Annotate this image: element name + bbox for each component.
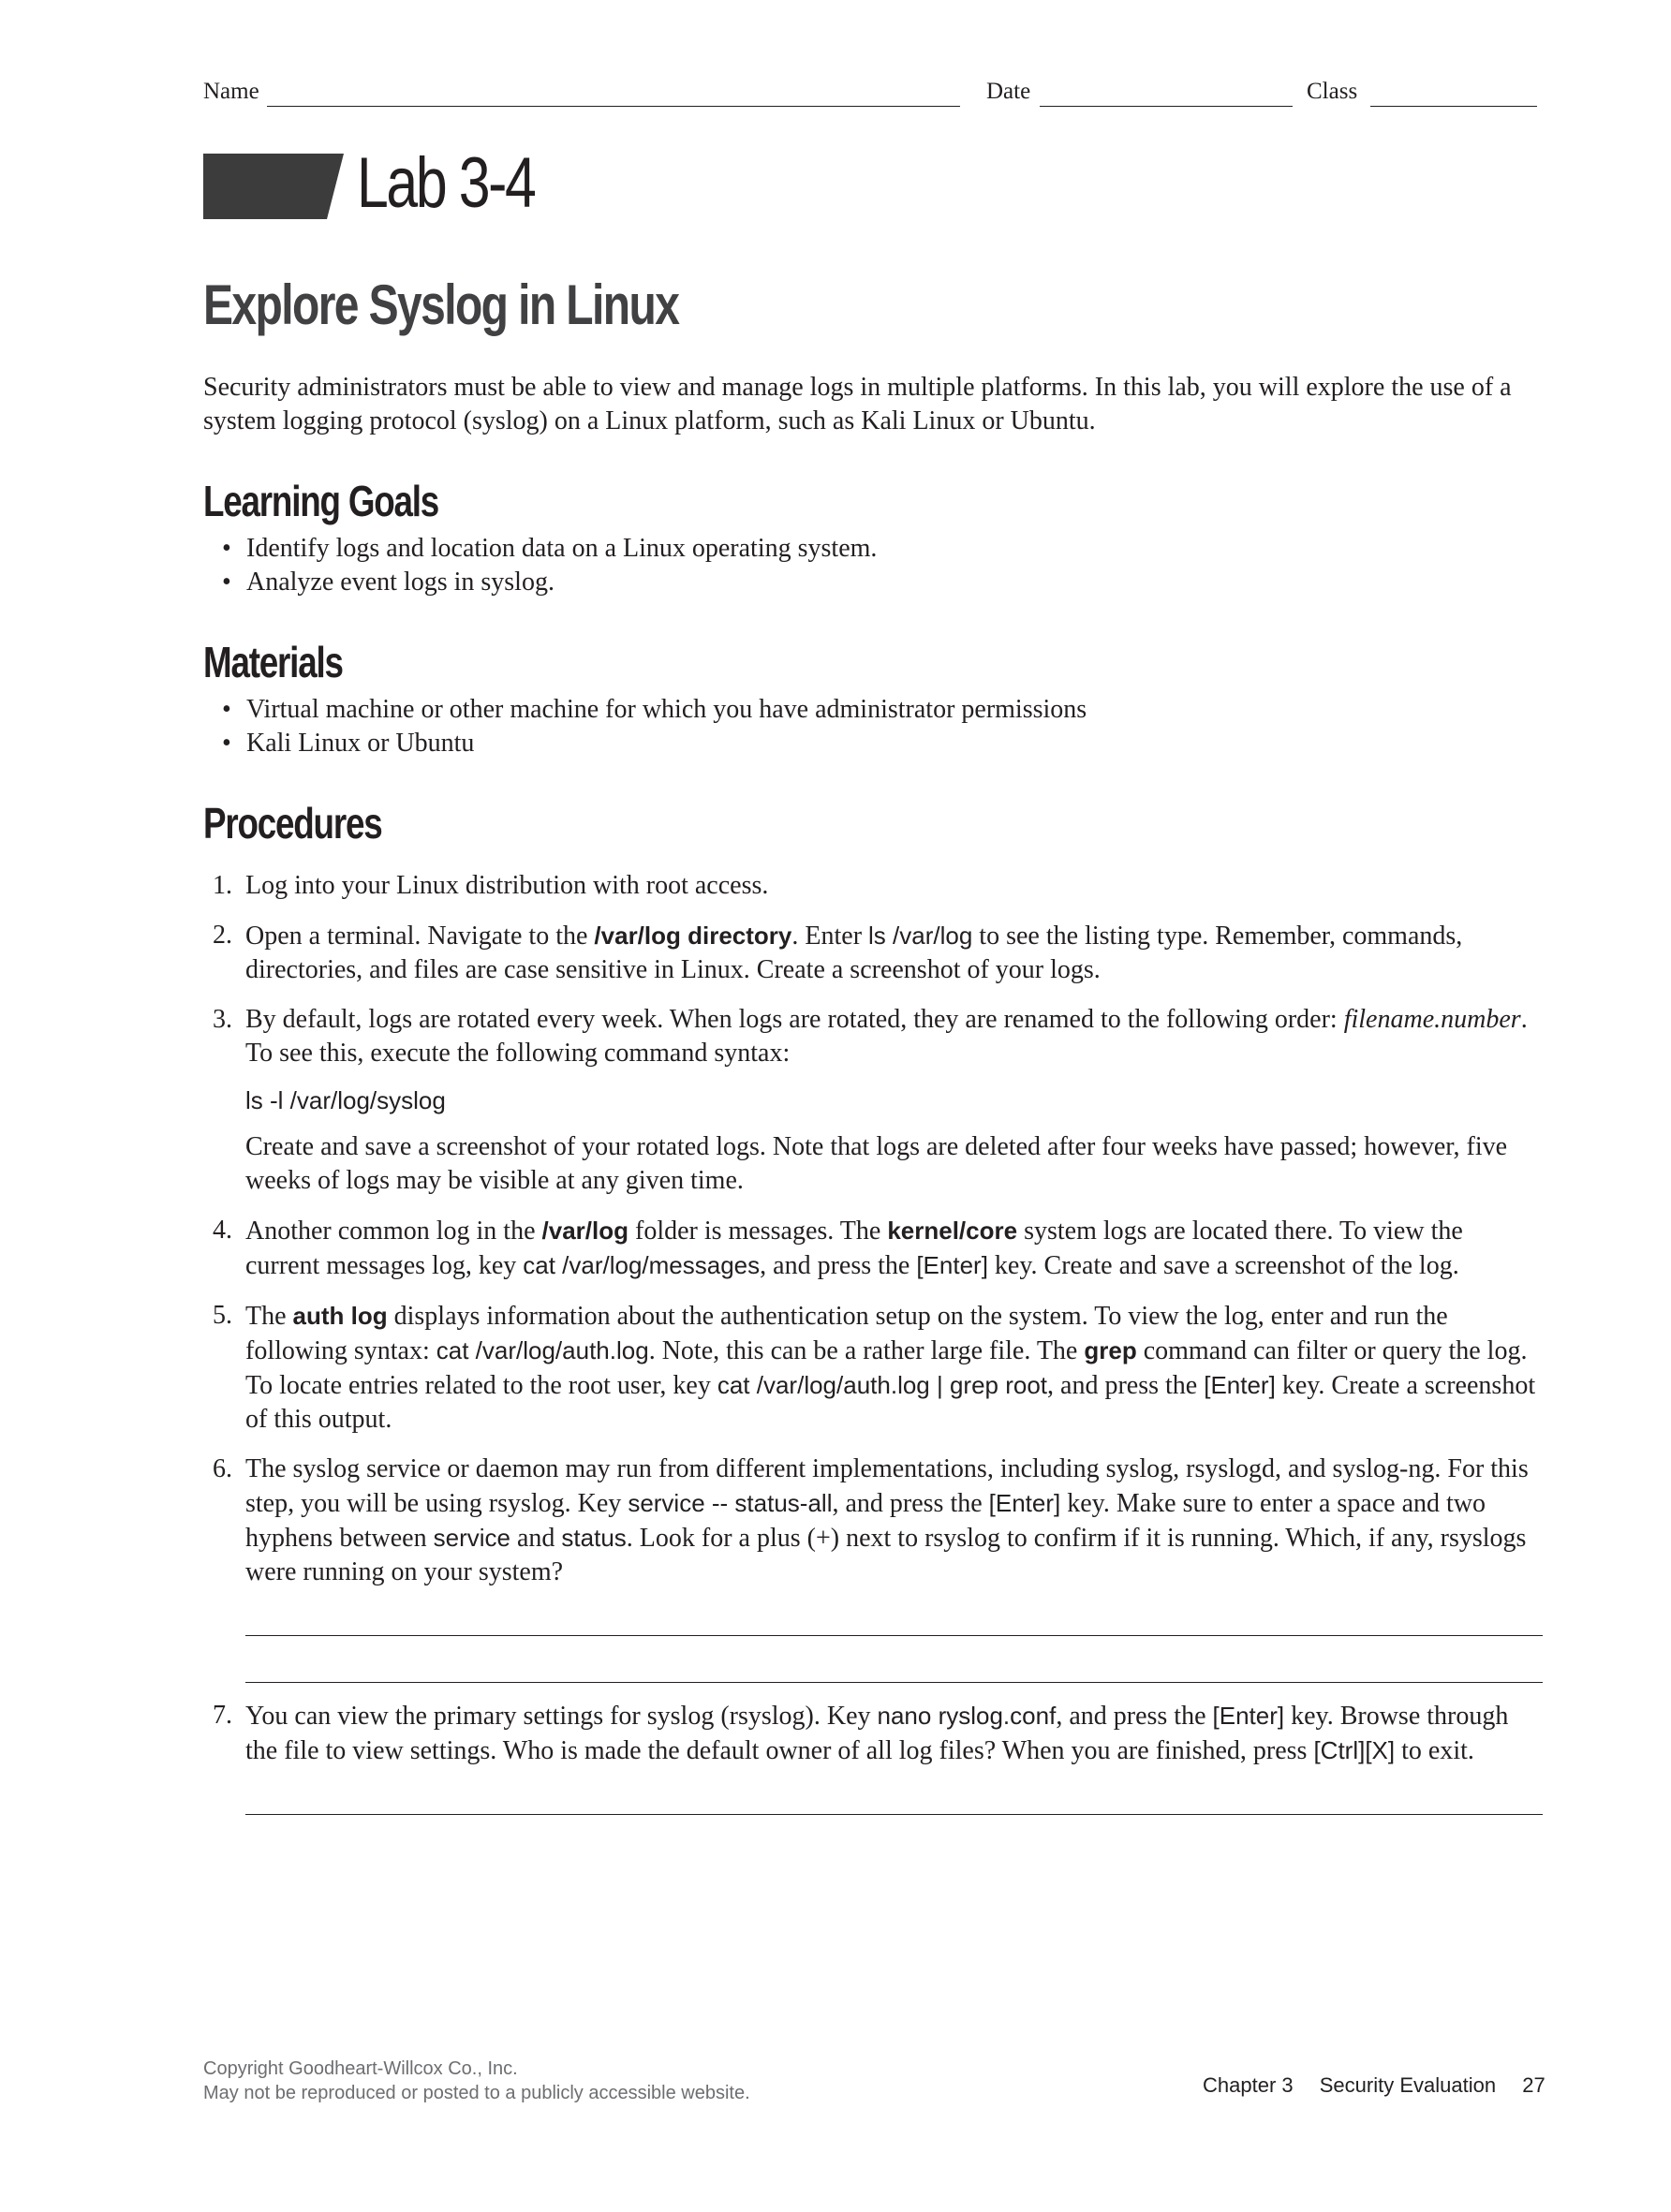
step-number: 2.	[213, 921, 232, 950]
page-number: 27	[1522, 2073, 1545, 2097]
text-run: , and press the	[760, 1251, 917, 1280]
copyright-notice	[203, 2057, 750, 2105]
learning-goals-list	[222, 532, 877, 599]
step-text	[245, 869, 1543, 903]
command-text: /var/log directory	[594, 922, 792, 950]
lab-banner-bar	[203, 154, 344, 219]
step-number: 5.	[213, 1301, 232, 1330]
procedure-steps	[203, 869, 1543, 1831]
answer-line[interactable]	[245, 1681, 1543, 1683]
text-run: system logs are located there. To view the current messages log, key	[245, 1217, 1463, 1280]
text-run: to see the listing type. Remember, commands, directories, and files are case sensitive in Linux. Create a screenshot of your logs.	[245, 922, 1463, 984]
text-run: key. Make sure to enter a space and two hyphens between	[245, 1489, 1486, 1553]
copyright-line: May not be reproduced or posted to a publicly accessible website.	[203, 2083, 750, 2103]
date-label: Date	[986, 79, 1031, 104]
page-title: Explore Syslog in Linux	[203, 273, 679, 336]
command-text: status	[561, 1524, 627, 1552]
step-text	[245, 1003, 1543, 1070]
command-text: [Enter]	[988, 1489, 1061, 1517]
class-label: Class	[1307, 79, 1358, 104]
procedure-step	[203, 1453, 1543, 1683]
procedure-step	[203, 919, 1543, 987]
text-run: , and press the	[1056, 1702, 1213, 1731]
name-blank[interactable]	[267, 106, 960, 107]
command-text: nano ryslog.conf	[877, 1702, 1057, 1730]
step-number: 3.	[213, 1005, 232, 1034]
chapter-label: Chapter 3	[1203, 2073, 1294, 2097]
section-label: Security Evaluation	[1319, 2073, 1497, 2097]
step-number: 4.	[213, 1216, 232, 1245]
command-text: grep	[1084, 1336, 1137, 1364]
text-run: command can filter or query the log. To locate entries related to the root user, key	[245, 1336, 1528, 1400]
text-run: , and press the	[1047, 1371, 1205, 1400]
answer-line[interactable]	[245, 1634, 1543, 1636]
list-item: • Analyze event logs in syslog.	[222, 566, 877, 599]
step-text	[245, 919, 1543, 987]
procedures-heading: Procedures	[203, 799, 382, 848]
procedure-step	[203, 1214, 1543, 1283]
text-run: . Enter	[791, 922, 869, 951]
text-run: By default, logs are rotated every week. When logs are rotated, they are renamed to the following order:	[245, 1005, 1344, 1034]
text-run: . To see this, execute the following command syntax:	[245, 1005, 1528, 1068]
step-number: 6.	[213, 1454, 232, 1483]
command-text: cat /var/log/messages	[523, 1251, 761, 1279]
procedure-step	[203, 1699, 1543, 1815]
command-text: service -- status-all	[628, 1489, 833, 1517]
command-text: service	[433, 1524, 510, 1552]
materials-list	[222, 693, 1087, 760]
command-text: [Enter]	[1204, 1371, 1276, 1399]
text-run: Another common log in the	[245, 1217, 542, 1246]
procedure-step	[203, 869, 1543, 903]
page-footer	[1203, 2073, 1545, 2098]
command-text: cat /var/log/auth.log | grep root	[717, 1371, 1048, 1399]
step-text	[245, 1214, 1543, 1283]
text-run: . Note, this can be a rather large file. The	[648, 1336, 1085, 1365]
step-text	[245, 1699, 1543, 1768]
text-run: key. Create and save a screenshot of the log.	[987, 1251, 1459, 1280]
answer-line[interactable]	[245, 1813, 1543, 1815]
class-blank[interactable]	[1370, 106, 1537, 107]
list-item: • Kali Linux or Ubuntu	[222, 727, 1087, 760]
intro-paragraph: Security administrators must be able to view and manage logs in multiple platforms. In this lab, you will explore the use of a system logging protocol (syslog) on a Linux platform, such as Kali Linux or Ubuntu.	[203, 373, 1512, 435]
step-number: 1.	[213, 871, 232, 900]
text-run: filename.number	[1343, 1005, 1521, 1034]
text-run: Open a terminal. Navigate to the	[245, 922, 595, 951]
text-run: key. Browse through the file to view settings. Who is made the default owner of all log files? When you are finished, press	[245, 1702, 1509, 1765]
command-text: /var/log	[541, 1217, 628, 1245]
list-item: • Identify logs and location data on a Linux operating system.	[222, 532, 877, 566]
step-number: 7.	[213, 1701, 232, 1730]
learning-goals-heading: Learning Goals	[203, 477, 439, 525]
text-run: and	[510, 1524, 562, 1553]
text-run: The syslog service or daemon may run from different implementations, including syslog, rsyslogd, and syslog-ng. For this step, you will be using rsyslog. Key	[245, 1454, 1529, 1518]
text-run: to exit.	[1395, 1736, 1474, 1765]
copyright-line: Copyright Goodheart-Willcox Co., Inc.	[203, 2058, 518, 2079]
text-run: You can view the primary settings for syslog (rsyslog). Key	[245, 1702, 878, 1731]
materials-heading: Materials	[203, 638, 343, 686]
command-text: cat /var/log/auth.log	[436, 1336, 649, 1364]
command-text: [Enter]	[1212, 1702, 1285, 1730]
text-run: folder is messages. The	[628, 1217, 888, 1246]
student-info-header	[203, 79, 1537, 116]
text-run: . Look for a plus (+) next to rsyslog to confirm if it is running. Which, if any, rsyslogs were running on your system?	[245, 1524, 1527, 1586]
command-text: [Ctrl][X]	[1313, 1736, 1396, 1764]
text-run: Log into your Linux distribution with root access.	[245, 871, 769, 900]
text-run: key. Create a screenshot of this output.	[245, 1371, 1536, 1434]
command-text: auth log	[292, 1302, 388, 1330]
name-label: Name	[203, 79, 259, 104]
command-text: ls /var/log	[868, 922, 973, 950]
step-followup-text: Create and save a screenshot of your rotated logs. Note that logs are deleted after four weeks have passed; however, five weeks of logs may be visible at any given time.	[245, 1132, 1508, 1195]
text-run: The	[245, 1302, 293, 1331]
lab-label: Lab 3-4	[357, 143, 535, 223]
procedure-step	[203, 1299, 1543, 1437]
date-blank[interactable]	[1040, 106, 1293, 107]
command-text: kernel/core	[887, 1217, 1018, 1245]
step-text	[245, 1299, 1543, 1437]
step-text	[245, 1453, 1543, 1589]
list-item: • Virtual machine or other machine for which you have administrator permissions	[222, 693, 1087, 727]
text-run: displays information about the authentication setup on the system. To view the log, enter and run the following syntax:	[245, 1302, 1448, 1365]
text-run: , and press the	[832, 1489, 989, 1518]
command-text: [Enter]	[916, 1251, 988, 1279]
procedure-step	[203, 1003, 1543, 1198]
command-line: ls -l /var/log/syslog	[245, 1086, 446, 1114]
